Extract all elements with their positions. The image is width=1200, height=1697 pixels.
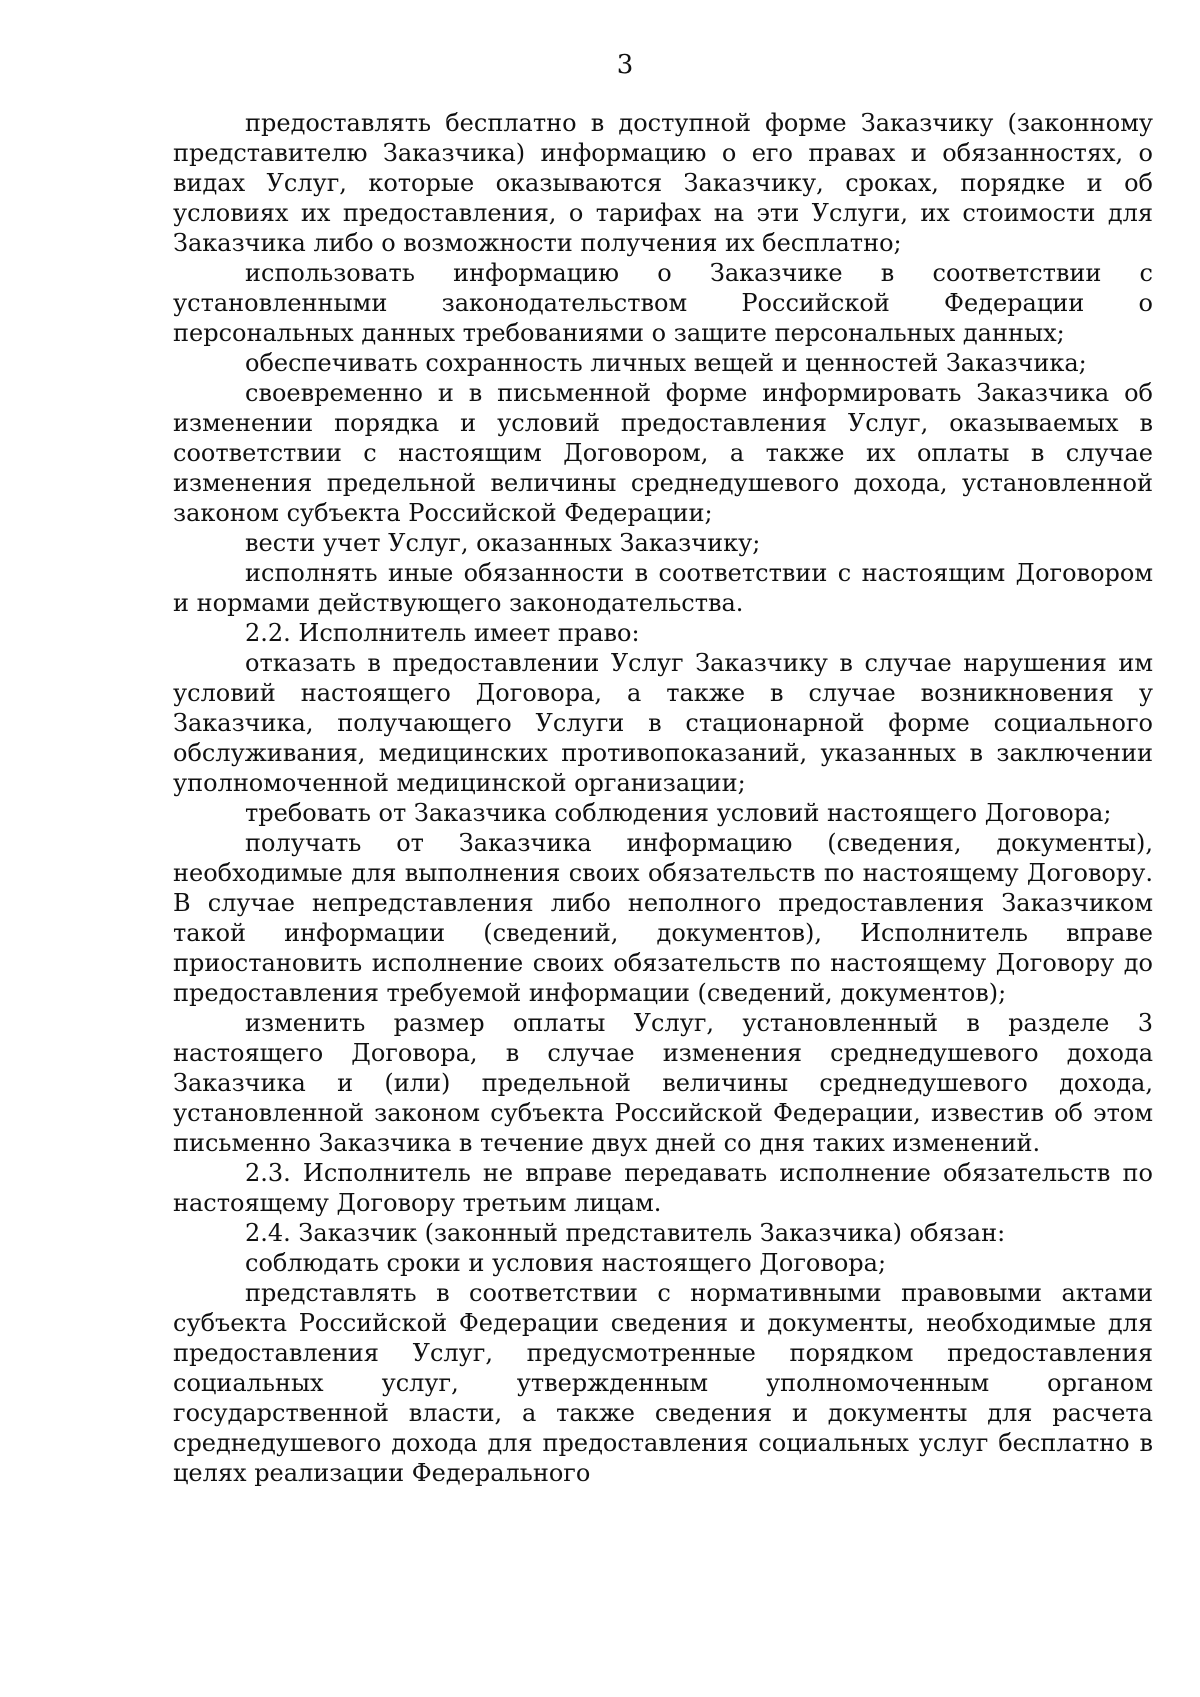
paragraph-receive-information: получать от Заказчика информацию (сведения, документы), необходимые для выполнения своих обязательств по настоящему Договору. В случае непредставления либо неполного предоставления Заказчиком такой информации (сведений, документов), Исполнитель вправе приостановить исполнение своих обязательств по настоящему Договору до предоставления требуемой информации (сведений, документов);: [173, 829, 1153, 1007]
paragraph-provide-information: предоставлять бесплатно в доступной форме Заказчику (законному представителю Заказчика) информацию о его правах и обязанностях, о видах Услуг, которые оказываются Заказчику, сроках, порядке и об условиях их предоставления, о тарифах на эти Услуги, их стоимости для Заказчика либо о возможности получения их бесплатно;: [173, 109, 1153, 257]
paragraph-use-personal-data: использовать информацию о Заказчике в соответствии с установленными законодательством Российской Федерации о персональных данных требованиями о защите персональных данных;: [173, 259, 1153, 347]
paragraph-safekeeping: обеспечивать сохранность личных вещей и ценностей Заказчика;: [245, 349, 1087, 377]
paragraph-record-services: вести учет Услуг, оказанных Заказчику;: [245, 529, 761, 557]
section-heading-2-4: 2.4. Заказчик (законный представитель Заказчика) обязан:: [245, 1219, 1006, 1247]
paragraph-inform-changes: своевременно и в письменной форме информировать Заказчика об изменении порядка и условий предоставления Услуг, оказываемых в соответствии с настоящим Договором, а также их оплаты в случае изменения предельной величины среднедушевого дохода, установленной законом субъекта Российской Федерации;: [173, 379, 1153, 527]
paragraph-refuse-services: отказать в предоставлении Услуг Заказчику в случае нарушения им условий настоящего Договора, а также в случае возникновения у Заказчика, получающего Услуги в стационарной форме социального обслуживания, медицинских противопоказаний, указанных в заключении уполномоченной медицинской организации;: [173, 649, 1153, 797]
document-body: [173, 108, 1153, 1488]
paragraph-other-duties: исполнять иные обязанности в соответствии с настоящим Договором и нормами действующего законодательства.: [173, 559, 1153, 617]
section-heading-2-2: 2.2. Исполнитель имеет право:: [245, 619, 640, 647]
page-number: 3: [616, 50, 634, 80]
paragraph-submit-documents: представлять в соответствии с нормативными правовыми актами субъекта Российской Федерации сведения и документы, необходимые для предоставления Услуг, предусмотренные порядком предоставления социальных услуг, утвержденным уполномоченным органом государственной власти, а также сведения и документы для расчета среднедушевого дохода для предоставления социальных услуг бесплатно в целях реализации Федерального: [173, 1279, 1153, 1487]
paragraph-change-payment: изменить размер оплаты Услуг, установленный в разделе 3 настоящего Договора, в случае изменения среднедушевого дохода Заказчика и (или) предельной величины среднедушевого дохода, установленной законом субъекта Российской Федерации, известив об этом письменно Заказчика в течение двух дней со дня таких изменений.: [173, 1009, 1153, 1157]
paragraph-require-compliance: требовать от Заказчика соблюдения условий настоящего Договора;: [245, 799, 1112, 827]
paragraph-observe-terms: соблюдать сроки и условия настоящего Договора;: [245, 1249, 887, 1277]
section-2-3: 2.3. Исполнитель не вправе передавать исполнение обязательств по настоящему Договору третьим лицам.: [173, 1159, 1153, 1217]
